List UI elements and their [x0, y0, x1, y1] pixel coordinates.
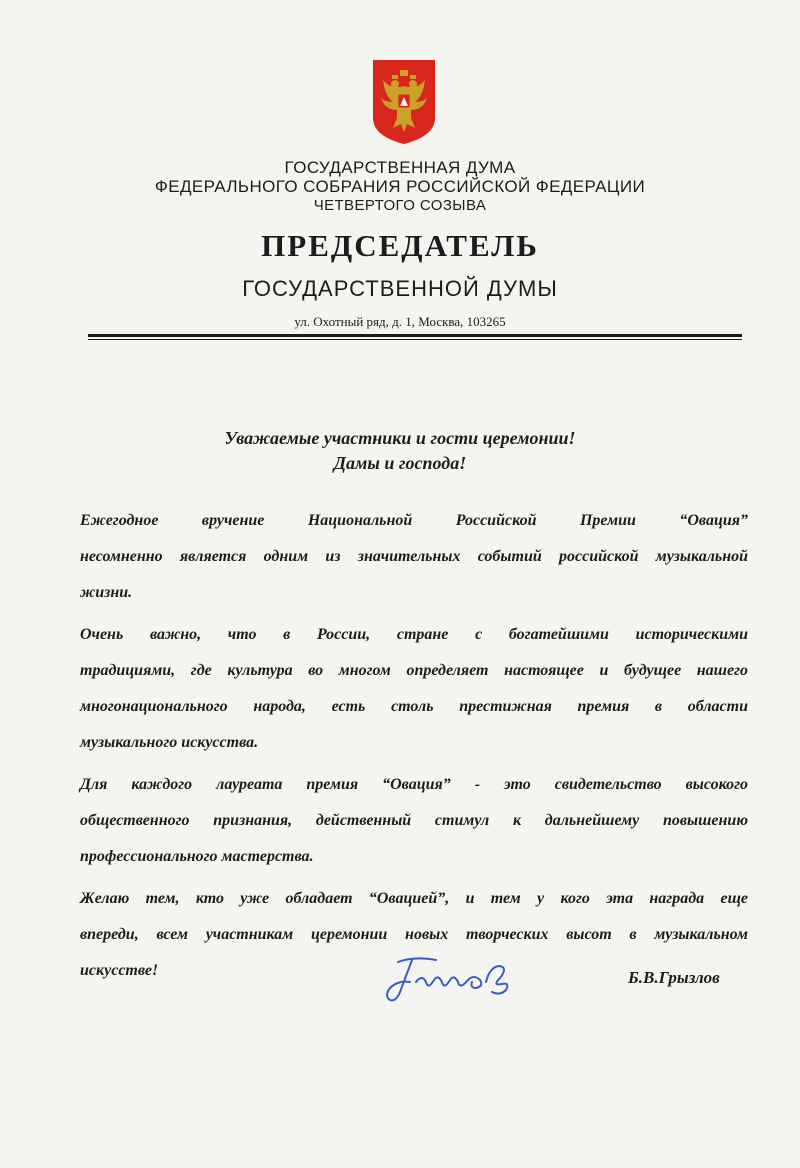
- letter-body: [80, 503, 748, 995]
- letterhead-subtitle: ГОСУДАРСТВЕННОЙ ДУМЫ: [242, 276, 558, 301]
- paragraph-1: [80, 503, 748, 611]
- letterhead-address: ул. Охотный ряд, д. 1, Москва, 103265: [294, 314, 506, 329]
- paragraph-line: Очень важно, что в России, стране с богатейшими историческими: [80, 626, 748, 643]
- signatory-name: Б.В.Грызлов: [628, 968, 720, 987]
- letterhead-line-3: ЧЕТВЕРТОГО СОЗЫВА: [313, 197, 487, 214]
- handwritten-signature: [376, 952, 536, 1008]
- paragraph-line: Желаю тем, кто уже обладает “Овацией”, и тем у кого эта награда еще: [80, 890, 748, 907]
- header-divider-thin: [88, 339, 742, 340]
- header-divider-thick: [88, 334, 742, 337]
- paragraph-2: [80, 617, 748, 761]
- paragraph-3: [80, 767, 748, 875]
- paragraph-line: общественного признания, действенный стимул к дальнейшему повышению: [80, 812, 748, 829]
- paragraph-line: искусстве!: [80, 962, 159, 979]
- paragraph-line: впереди, всем участникам церемонии новых творческих высот в музыкальном: [80, 926, 748, 943]
- russian-coat-of-arms-icon: [371, 58, 437, 146]
- greeting-line-2: Дамы и господа!: [333, 453, 467, 473]
- paragraph-line: Для каждого лауреата премия “Овация” - это свидетельство высокого: [80, 776, 748, 793]
- paragraph-line: профессионального мастерства.: [80, 848, 314, 865]
- letterhead-line-2: ФЕДЕРАЛЬНОГО СОБРАНИЯ РОССИЙСКОЙ ФЕДЕРАЦИИ: [154, 177, 646, 196]
- letterhead-line-1: ГОСУДАРСТВЕННАЯ ДУМА: [284, 158, 516, 177]
- greeting-line-1: Уважаемые участники и гости церемонии!: [224, 428, 576, 448]
- paragraph-line: традициями, где культура во многом определяет настоящее и будущее нашего: [80, 662, 748, 679]
- letterhead-title: ПРЕДСЕДАТЕЛЬ: [261, 228, 539, 263]
- paragraph-line: музыкального искусства.: [80, 734, 259, 751]
- paragraph-line: жизни.: [80, 584, 133, 601]
- paragraph-line: многонационального народа, есть столь престижная премия в области: [80, 698, 748, 715]
- paragraph-line: несомненно является одним из значительных событий российской музыкальной: [80, 548, 748, 565]
- paragraph-line: Ежегодное вручение Национальной Российской Премии “Овация”: [80, 512, 748, 529]
